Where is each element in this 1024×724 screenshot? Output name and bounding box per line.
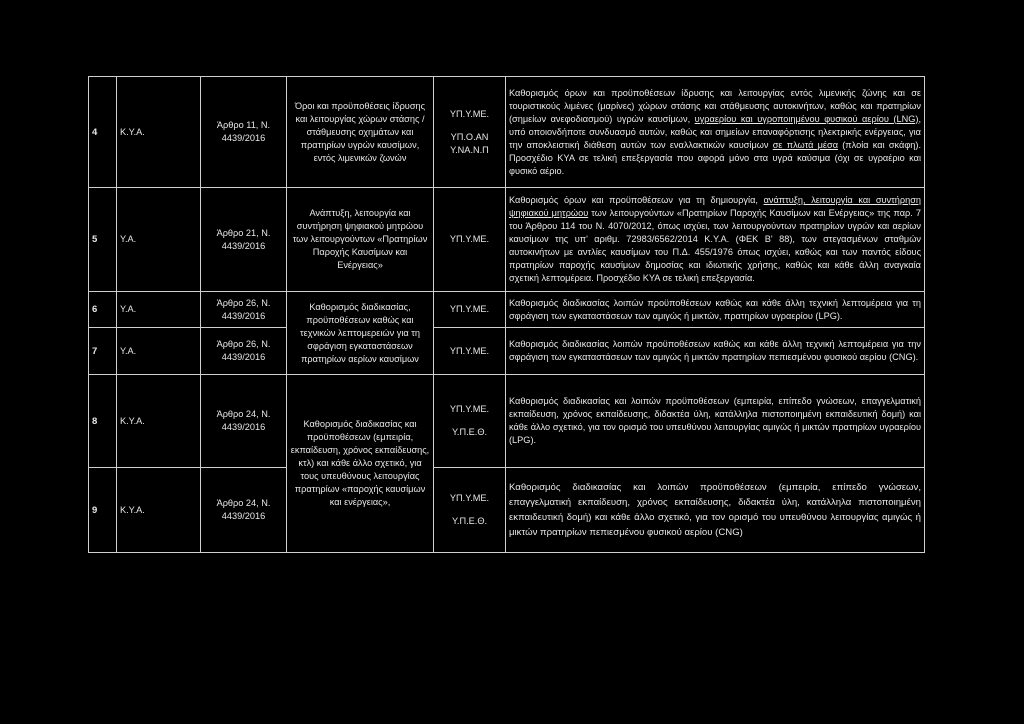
act-description: Καθορισμός διαδικασίας λοιπών προϋποθέσεων καθώς και κάθε άλλη τεχνική λεπτομέρεια για την σφράγιση των εγκαταστάσεων των αμιγώς ή μικτών πρατηρίων πεπιεσμένου φυσικού αερίου (CNG).: [506, 328, 925, 375]
table-row: [89, 77, 925, 188]
ministry-name: Υ.Π.Ε.Θ.: [451, 516, 488, 526]
table-row: [89, 188, 925, 292]
act-subject: Καθορισμός διαδικασίας και προϋποθέσεων (εμπειρία, εκπαίδευση, χρόνος εκπαίδευσης, κτλ) και κάθε άλλο σχετικό, για τους υπευθύνους λειτουργίας πρατηρίων «παροχής καυσίμων και ενέργειας»,: [287, 375, 434, 553]
row-number: 9: [89, 468, 117, 553]
act-type: Κ.Υ.Α.: [117, 77, 201, 188]
act-description: Καθορισμός όρων και προϋποθέσεων για τη δημιουργία, ανάπτυξη, λειτουργία και συντήρηση ψηφιακού μητρώου των λειτουργούντων «Πρατηρίων Παροχής Καυσίμων και Ενέργειας» της παρ. 7 του Άρθρου 114 του Ν. 4070/2012, όπως ισχύει, των λειτουργούντων πρατηρίων υγρών και αερίων καυσίμων της υπ' αριθμ. 72983/6562/2014 Κ.Υ.Α. (ΦΕΚ Β' 88), των στεγασμένων σταθμών αυτοκινήτων με αντλίες καυσίμων του Π.Δ. 455/1976 όπως ισχύει, καθώς και των παντός είδους πρατηρίων παροχής καυσίμων δημοσίας και ιδιωτικής χρήσης, καθώς και κάθε άλλη αναγκαία σχετική λεπτομέρεια. Προσχέδιο ΚΥΑ σε τελική επεξεργασία.: [506, 188, 925, 292]
row-number: 7: [89, 328, 117, 375]
row-number: 5: [89, 188, 117, 292]
act-type: Υ.Α.: [117, 292, 201, 328]
act-type: Υ.Α.: [117, 328, 201, 375]
competent-ministry: ΥΠ.Υ.ΜΕ.: [434, 328, 506, 375]
act-subject: Ανάπτυξη, λειτουργία και συντήρηση ψηφιακού μητρώου των λειτουργούντων «Πρατηρίων Παροχής Καυσίμων και Ενέργειας»: [287, 188, 434, 292]
ministry-name: ΥΠ.Ο.ΑΝ Υ.ΝΑ.Ν.Π: [450, 131, 489, 155]
competent-ministry: ΥΠ.Υ.ΜΕ.: [434, 292, 506, 328]
competent-ministry: ΥΠ.Υ.ΜΕ.: [434, 188, 506, 292]
act-subject: Όροι και προϋποθέσεις ίδρυσης και λειτουργίας χώρων στάσης / στάθμευσης οχημάτων και πρατηρίων υγρών καυσίμων, εντός λιμενικών ζωνών: [287, 77, 434, 188]
ministry-name: ΥΠ.Υ.ΜΕ.: [449, 108, 490, 119]
competent-ministry: [434, 77, 506, 188]
row-number: 8: [89, 375, 117, 468]
legal-article: Άρθρο 26, Ν. 4439/2016: [201, 292, 287, 328]
table-row: [89, 375, 925, 468]
legal-article: Άρθρο 24, Ν. 4439/2016: [201, 375, 287, 468]
regulations-table: [88, 76, 925, 553]
legal-article: Άρθρο 26, Ν. 4439/2016: [201, 328, 287, 375]
legal-article: Άρθρο 11, Ν. 4439/2016: [201, 77, 287, 188]
act-type: Κ.Υ.Α.: [117, 468, 201, 553]
table-row: [89, 328, 925, 375]
table-row: [89, 292, 925, 328]
row-number: 4: [89, 77, 117, 188]
table-row: [89, 468, 925, 553]
legal-article: Άρθρο 21, Ν. 4439/2016: [201, 188, 287, 292]
competent-ministry: [434, 468, 506, 553]
row-number: 6: [89, 292, 117, 328]
competent-ministry: [434, 375, 506, 468]
legal-article: Άρθρο 24, Ν. 4439/2016: [201, 468, 287, 553]
act-subject: Καθορισμός διαδικασίας, προϋποθέσεων καθώς και τεχνικών λεπτομερειών για τη σφράγιση εγκαταστάσεων πρατηρίων αερίων καυσίμων: [287, 292, 434, 375]
act-description: Καθορισμός διαδικασίας και λοιπών προϋποθέσεων (εμπειρία, επίπεδο γνώσεων, επαγγελματική εκπαίδευση, χρόνος εκπαίδευσης, διδακτέα ύλη, κατάλληλα πιστοποιημένη εκπαιδευτική δομή) και κάθε άλλο σχετικό, για τον ορισμό του υπευθύνου λειτουργίας αμιγώς ή μικτών πρατηρίων πεπιεσμένου φυσικού αερίου (CNG): [506, 468, 925, 553]
act-type: Κ.Υ.Α.: [117, 375, 201, 468]
act-description: Καθορισμός διαδικασίας και λοιπών προϋποθέσεων (εμπειρία, επίπεδο γνώσεων, επαγγελματική εκπαίδευση, χρόνος εκπαίδευσης, διδακτέα ύλη, κατάλληλα πιστοποιημένη εκπαιδευτική δομή) και κάθε άλλο σχετικό, για τον ορισμό του υπευθύνου λειτουργίας αμιγώς ή μικτών πρατηρίων υγραερίου (LPG).: [506, 375, 925, 468]
act-type: Υ.Α.: [117, 188, 201, 292]
ministry-name: ΥΠ.Υ.ΜΕ.: [449, 493, 490, 503]
act-description: Καθορισμός όρων και προϋποθέσεων ίδρυσης και λειτουργίας εντός λιμενικής ζώνης και σε τουριστικούς λιμένες (μαρίνες) χώρων στάσης και στάθμευσης αυτοκινήτων, καθώς και πρατηρίων (σημείων ανεφοδιασμού) υγρών καυσίμων, υγραερίου και υγροποιημένου φυσικού αερίου (LNG), υπό οποιονδήποτε συνδυασμό αυτών, καθώς και σημείων επαναφόρτισης ηλεκτρικής ενέργειας, για την αποκλειστική διάθεση αυτών των εναλλακτικών καυσίμων σε πλωτά μέσα (πλοία και σκάφη). Προσχέδιο ΚΥΑ σε τελική επεξεργασία που αφορά μόνο στα υγρά καύσιμα (όχι σε υγραέριο και φυσικό αέριο.: [506, 77, 925, 188]
ministry-name: ΥΠ.Υ.ΜΕ.: [449, 404, 490, 414]
act-description: Καθορισμός διαδικασίας λοιπών προϋποθέσεων καθώς και κάθε άλλη τεχνική λεπτομέρεια για τη σφράγιση των εγκαταστάσεων των αμιγώς ή μικτών, πρατηρίων υγραερίου (LPG).: [506, 292, 925, 328]
ministry-name: Υ.Π.Ε.Θ.: [451, 427, 488, 437]
